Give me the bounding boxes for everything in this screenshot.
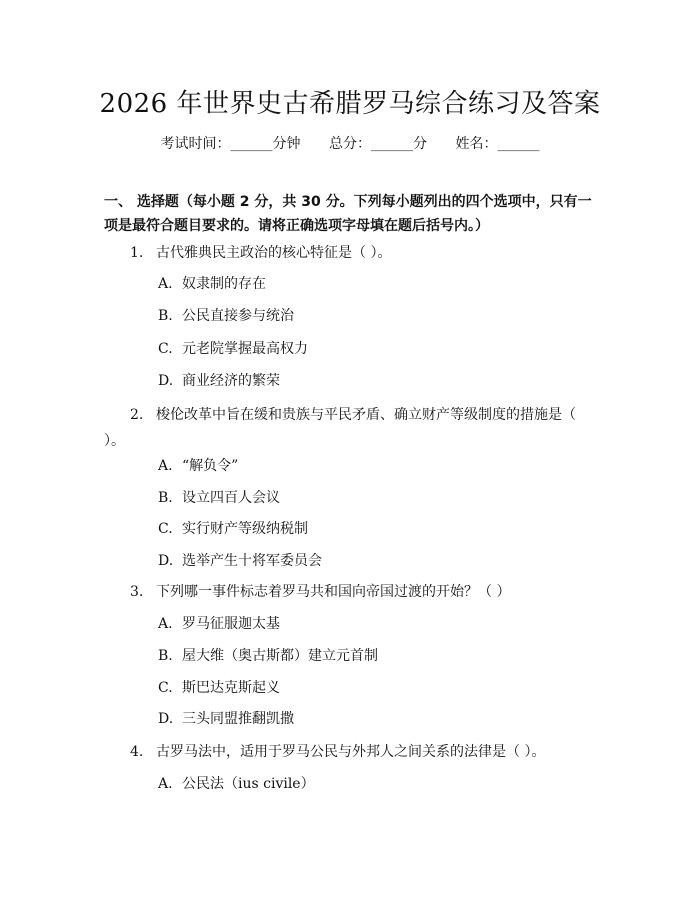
option-label: D. [158,553,174,569]
option-label: C. [158,341,173,357]
question-text: 古罗马法中，适用于罗马公民与外邦人之间关系的法律是（ ）。 [156,744,546,760]
question-number: 3. [130,584,144,600]
option-label: B. [158,490,173,506]
option-label: A. [158,776,173,792]
question-3 [104,579,600,605]
question-number: 4. [130,744,144,760]
option-text: 设立四百人会议 [182,490,280,506]
option-label: C. [158,680,173,696]
section-heading: 一、 选择题（每小题 2 分，共 30 分。下列每小题列出的四个选项中，只有一项是最符合题目要求的。请将正确选项字母填在题后括号内。） [104,194,592,234]
option-3a [158,614,280,634]
option-text: 商业经济的繁荣 [182,373,280,389]
student-name: 姓名：______ [455,136,540,152]
option-2d [158,551,322,571]
option-1d [158,371,280,391]
option-1b [158,306,294,326]
option-text: 公民直接参与统治 [182,308,294,324]
option-label: B. [158,648,173,664]
option-text: 屋大维（奥古斯都）建立元首制 [182,648,378,664]
option-2c [158,519,308,539]
option-3b [158,646,378,666]
option-text: 斯巴达克斯起义 [182,680,280,696]
option-label: D. [158,373,174,389]
option-label: A. [158,616,173,632]
total-score: 总分：______分 [329,136,427,152]
option-1c [158,339,308,359]
question-2 [104,402,600,454]
option-text: 选举产生十将军委员会 [182,553,322,569]
option-label: A. [158,458,173,474]
question-text: 梭伦改革中旨在缓和贵族与平民矛盾、确立财产等级制度的措施是（ ）。 [104,407,576,449]
option-label: B. [158,308,173,324]
question-text: 下列哪一事件标志着罗马共和国向帝国过渡的开始？（ ） [156,584,511,600]
page-title: 2026 年世界史古希腊罗马综合练习及答案 [99,89,601,119]
option-text: “解负令” [182,458,239,474]
question-text: 古代雅典民主政治的核心特征是（ ）。 [156,245,392,261]
question-number: 2. [130,407,144,423]
option-2b [158,488,280,508]
exam-meta [0,133,700,153]
option-2a [158,456,238,476]
option-text: 三头同盟推翻凯撒 [182,711,294,727]
option-label: C. [158,521,173,537]
option-text: 元老院掌握最高权力 [182,341,308,357]
option-text: 罗马征服迦太基 [182,616,280,632]
question-1 [104,240,600,266]
exam-time: 考试时间：______分钟 [160,136,301,152]
option-label: D. [158,711,174,727]
question-4 [104,739,600,765]
option-1a [158,274,266,294]
option-4a [158,774,315,794]
option-3c [158,678,280,698]
option-text: 实行财产等级纳税制 [182,521,308,537]
option-text: 奴隶制的存在 [182,276,266,292]
option-label: A. [158,276,173,292]
option-3d [158,709,294,729]
option-text: 公民法（ius civile） [182,776,315,792]
question-number: 1. [130,245,144,261]
